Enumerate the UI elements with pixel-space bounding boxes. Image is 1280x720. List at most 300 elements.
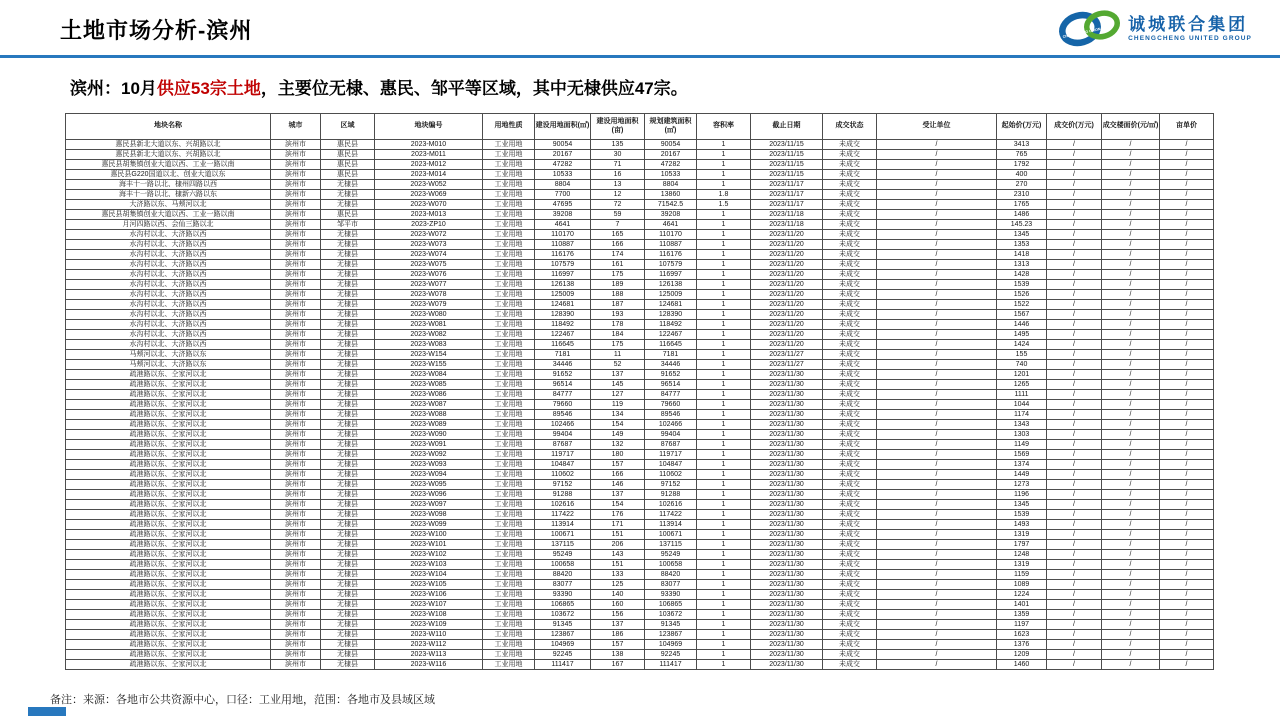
table-cell: 87687	[645, 440, 697, 450]
table-cell: 2023/11/30	[751, 410, 823, 420]
table-cell: /	[1102, 270, 1160, 280]
table-cell: /	[1102, 450, 1160, 460]
table-cell: 137	[591, 490, 645, 500]
table-cell: 工业用地	[483, 230, 535, 240]
table-cell: 1	[697, 450, 751, 460]
table-cell: 2023-W072	[375, 230, 483, 240]
table-cell: 1273	[997, 480, 1047, 490]
table-cell: 20167	[535, 150, 591, 160]
table-cell: 176	[591, 510, 645, 520]
table-row	[66, 190, 1214, 200]
table-cell: 2023/11/15	[751, 160, 823, 170]
table-cell: /	[1102, 350, 1160, 360]
table-cell: /	[1047, 630, 1102, 640]
table-cell: /	[877, 380, 997, 390]
table-cell: 未成交	[823, 640, 877, 650]
table-cell: /	[1160, 320, 1214, 330]
table-cell: 未成交	[823, 550, 877, 560]
table-cell: 2023-W103	[375, 560, 483, 570]
table-cell: /	[1160, 170, 1214, 180]
table-cell: 90054	[645, 140, 697, 150]
table-cell: /	[1102, 640, 1160, 650]
table-cell: 水沟村以北、大济路以西	[66, 250, 271, 260]
table-cell: /	[1160, 550, 1214, 560]
title-divider-line	[0, 55, 1280, 58]
corner-accent-bar	[28, 707, 66, 716]
table-cell: 2023-M014	[375, 170, 483, 180]
column-header: 建设用地面积(亩)	[591, 114, 645, 140]
table-cell: 未成交	[823, 530, 877, 540]
table-cell: 2023-W112	[375, 640, 483, 650]
table-cell: 无棣县	[321, 620, 375, 630]
table-cell: 无棣县	[321, 450, 375, 460]
table-cell: 工业用地	[483, 280, 535, 290]
table-cell: 水沟村以北、大济路以西	[66, 300, 271, 310]
table-row	[66, 660, 1214, 670]
table-cell: /	[877, 630, 997, 640]
table-cell: /	[1160, 160, 1214, 170]
table-cell: 未成交	[823, 300, 877, 310]
table-cell: 2023-W106	[375, 590, 483, 600]
table-cell: 2023-W109	[375, 620, 483, 630]
table-cell: 107579	[535, 260, 591, 270]
table-cell: /	[1102, 520, 1160, 530]
table-cell: 无棣县	[321, 540, 375, 550]
table-cell: 1	[697, 320, 751, 330]
table-cell: 滨州市	[271, 170, 321, 180]
table-cell: 2023-W077	[375, 280, 483, 290]
table-cell: 165	[591, 230, 645, 240]
table-cell: /	[877, 440, 997, 450]
table-cell: 2023/11/30	[751, 500, 823, 510]
table-cell: 2023/11/18	[751, 210, 823, 220]
table-cell: 100671	[645, 530, 697, 540]
table-row	[66, 320, 1214, 330]
table-cell: /	[877, 580, 997, 590]
table-cell: 2023-W102	[375, 550, 483, 560]
table-cell: 工业用地	[483, 440, 535, 450]
table-cell: /	[1160, 580, 1214, 590]
table-cell: 工业用地	[483, 490, 535, 500]
table-cell: 工业用地	[483, 630, 535, 640]
table-cell: 1303	[997, 430, 1047, 440]
table-cell: 2023-M010	[375, 140, 483, 150]
table-cell: /	[1047, 280, 1102, 290]
table-cell: 未成交	[823, 570, 877, 580]
table-cell: 146	[591, 480, 645, 490]
table-cell: /	[1047, 350, 1102, 360]
table-cell: 惠民县	[321, 140, 375, 150]
table-cell: 2023/11/20	[751, 260, 823, 270]
table-cell: 1	[697, 210, 751, 220]
table-cell: 7700	[535, 190, 591, 200]
table-cell: 2023-W154	[375, 350, 483, 360]
table-cell: /	[1047, 360, 1102, 370]
table-cell: /	[1160, 360, 1214, 370]
table-cell: /	[877, 410, 997, 420]
table-cell: 1	[697, 430, 751, 440]
table-cell: 未成交	[823, 170, 877, 180]
table-cell: 未成交	[823, 500, 877, 510]
table-cell: 2023-M013	[375, 210, 483, 220]
table-cell: /	[877, 540, 997, 550]
table-cell: 2023-W155	[375, 360, 483, 370]
table-cell: 2023/11/30	[751, 650, 823, 660]
table-cell: 无棣县	[321, 570, 375, 580]
table-cell: /	[1160, 510, 1214, 520]
table-cell: /	[877, 590, 997, 600]
table-row	[66, 400, 1214, 410]
table-cell: 无棣县	[321, 470, 375, 480]
table-cell: /	[877, 170, 997, 180]
table-cell: 1	[697, 380, 751, 390]
table-cell: 154	[591, 420, 645, 430]
table-cell: 无棣县	[321, 400, 375, 410]
table-cell: /	[877, 500, 997, 510]
table-cell: 1	[697, 570, 751, 580]
table-cell: 1319	[997, 560, 1047, 570]
table-row	[66, 610, 1214, 620]
table-cell: /	[1102, 390, 1160, 400]
table-cell: 2023/11/27	[751, 350, 823, 360]
table-cell: 2023-W090	[375, 430, 483, 440]
table-cell: 滨州市	[271, 480, 321, 490]
table-cell: 2023/11/20	[751, 280, 823, 290]
table-cell: 未成交	[823, 310, 877, 320]
table-cell: /	[1102, 220, 1160, 230]
table-cell: 2023/11/20	[751, 290, 823, 300]
table-cell: 工业用地	[483, 450, 535, 460]
table-row	[66, 290, 1214, 300]
table-cell: 189	[591, 280, 645, 290]
table-cell: 193	[591, 310, 645, 320]
table-cell: 89546	[645, 410, 697, 420]
table-cell: 1	[697, 560, 751, 570]
table-cell: 滨州市	[271, 530, 321, 540]
table-cell: 2023/11/30	[751, 480, 823, 490]
table-cell: 111417	[535, 660, 591, 670]
table-cell: 工业用地	[483, 660, 535, 670]
table-cell: 2023-W074	[375, 250, 483, 260]
table-cell: 2023/11/20	[751, 320, 823, 330]
table-cell: 工业用地	[483, 600, 535, 610]
table-cell: 惠民县	[321, 150, 375, 160]
table-cell: 1	[697, 230, 751, 240]
table-cell: 116645	[535, 340, 591, 350]
table-cell: 30	[591, 150, 645, 160]
table-cell: 无棣县	[321, 520, 375, 530]
table-cell: 滨州市	[271, 320, 321, 330]
table-cell: /	[877, 340, 997, 350]
table-cell: 84777	[645, 390, 697, 400]
table-cell: 未成交	[823, 370, 877, 380]
table-cell: /	[1047, 520, 1102, 530]
table-cell: 无棣县	[321, 390, 375, 400]
table-cell: 180	[591, 450, 645, 460]
table-cell: 1424	[997, 340, 1047, 350]
table-cell: /	[1160, 460, 1214, 470]
table-cell: 无棣县	[321, 600, 375, 610]
table-cell: 滨州市	[271, 580, 321, 590]
table-cell: 116645	[645, 340, 697, 350]
table-cell: 滨州市	[271, 620, 321, 630]
logo-ring-text: CHENGCHENG UNION	[1062, 27, 1102, 39]
column-header: 成交楼面价(元/㎡)	[1102, 114, 1160, 140]
table-cell: 工业用地	[483, 470, 535, 480]
table-cell: /	[1160, 270, 1214, 280]
table-cell: 惠民县新北大道以东、兴胡路以北	[66, 150, 271, 160]
table-cell: 95249	[535, 550, 591, 560]
table-cell: /	[877, 570, 997, 580]
table-cell: 2023/11/30	[751, 510, 823, 520]
table-cell: /	[1102, 500, 1160, 510]
table-cell: 155	[997, 350, 1047, 360]
table-cell: 100658	[535, 560, 591, 570]
table-cell: 疏港路以东、仝家河以北	[66, 580, 271, 590]
table-cell: 未成交	[823, 630, 877, 640]
table-cell: /	[1102, 170, 1160, 180]
table-cell: /	[1102, 410, 1160, 420]
table-row	[66, 570, 1214, 580]
table-cell: /	[1102, 430, 1160, 440]
table-cell: /	[1047, 500, 1102, 510]
table-cell: 工业用地	[483, 410, 535, 420]
table-cell: 滨州市	[271, 650, 321, 660]
table-cell: 2023-W073	[375, 240, 483, 250]
table-cell: 1149	[997, 440, 1047, 450]
table-cell: 水沟村以北、大济路以西	[66, 330, 271, 340]
table-cell: 84777	[535, 390, 591, 400]
table-cell: /	[1102, 600, 1160, 610]
table-cell: 151	[591, 560, 645, 570]
table-cell: 工业用地	[483, 140, 535, 150]
table-cell: 1765	[997, 200, 1047, 210]
table-cell: 滨州市	[271, 140, 321, 150]
table-cell: 无棣县	[321, 290, 375, 300]
table-cell: 59	[591, 210, 645, 220]
table-cell: 119717	[535, 450, 591, 460]
table-cell: 1	[697, 370, 751, 380]
table-cell: 104847	[645, 460, 697, 470]
table-cell: /	[877, 250, 997, 260]
table-cell: 128390	[535, 310, 591, 320]
table-cell: 2023-W089	[375, 420, 483, 430]
table-cell: /	[1047, 150, 1102, 160]
table-cell: /	[1160, 410, 1214, 420]
table-cell: 无棣县	[321, 350, 375, 360]
table-cell: 133	[591, 570, 645, 580]
table-cell: /	[1160, 420, 1214, 430]
table-row	[66, 520, 1214, 530]
table-cell: /	[877, 180, 997, 190]
table-cell: 疏港路以东、仝家河以北	[66, 640, 271, 650]
table-cell: 滨州市	[271, 150, 321, 160]
table-row	[66, 530, 1214, 540]
table-cell: /	[1102, 190, 1160, 200]
table-cell: 工业用地	[483, 510, 535, 520]
table-cell: 97152	[645, 480, 697, 490]
table-cell: 未成交	[823, 460, 877, 470]
table-row	[66, 620, 1214, 630]
table-cell: 2023-W079	[375, 300, 483, 310]
table-cell: 1	[697, 510, 751, 520]
table-cell: /	[1047, 400, 1102, 410]
table-cell: 疏港路以东、仝家河以北	[66, 420, 271, 430]
table-cell: /	[877, 150, 997, 160]
table-cell: 1446	[997, 320, 1047, 330]
table-cell: /	[1160, 300, 1214, 310]
table-cell: 110602	[535, 470, 591, 480]
table-cell: /	[877, 350, 997, 360]
table-cell: 1567	[997, 310, 1047, 320]
table-row	[66, 370, 1214, 380]
table-cell: 137115	[645, 540, 697, 550]
table-cell: /	[1047, 320, 1102, 330]
table-cell: 水沟村以北、大济路以西	[66, 290, 271, 300]
table-cell: /	[1160, 530, 1214, 540]
table-cell: 100658	[645, 560, 697, 570]
table-cell: 79660	[645, 400, 697, 410]
table-cell: 2023-W101	[375, 540, 483, 550]
table-cell: 疏港路以东、仝家河以北	[66, 460, 271, 470]
table-cell: 137115	[535, 540, 591, 550]
table-cell: /	[1047, 450, 1102, 460]
table-cell: /	[1160, 390, 1214, 400]
table-cell: 13	[591, 180, 645, 190]
table-cell: 2310	[997, 190, 1047, 200]
table-cell: 7181	[535, 350, 591, 360]
table-cell: 1313	[997, 260, 1047, 270]
table-cell: 118492	[535, 320, 591, 330]
table-cell: 未成交	[823, 450, 877, 460]
table-cell: 1460	[997, 660, 1047, 670]
table-cell: 104847	[535, 460, 591, 470]
table-cell: /	[1102, 280, 1160, 290]
table-cell: 疏港路以东、仝家河以北	[66, 480, 271, 490]
table-cell: 滨州市	[271, 180, 321, 190]
table-cell: 滨州市	[271, 500, 321, 510]
table-cell: 2023-W105	[375, 580, 483, 590]
table-cell: 1	[697, 660, 751, 670]
table-cell: 滨州市	[271, 380, 321, 390]
table-cell: 2023/11/17	[751, 190, 823, 200]
table-cell: 2023/11/30	[751, 610, 823, 620]
table-cell: /	[1102, 330, 1160, 340]
table-cell: 1	[697, 490, 751, 500]
table-cell: 惠民县胡集镇创业大道以西、工业一路以南	[66, 210, 271, 220]
table-cell: 2023-W108	[375, 610, 483, 620]
table-cell: 1248	[997, 550, 1047, 560]
table-cell: 工业用地	[483, 520, 535, 530]
table-cell: 未成交	[823, 250, 877, 260]
table-cell: 无棣县	[321, 270, 375, 280]
table-cell: /	[1047, 380, 1102, 390]
table-cell: 月河四路以西、会仙三路以北	[66, 220, 271, 230]
table-cell: 疏港路以东、仝家河以北	[66, 500, 271, 510]
table-cell: 惠民县	[321, 210, 375, 220]
table-cell: 滨州市	[271, 250, 321, 260]
table-cell: /	[1160, 500, 1214, 510]
table-cell: /	[877, 220, 997, 230]
table-cell: /	[1047, 200, 1102, 210]
table-cell: 1	[697, 390, 751, 400]
table-cell: 2023-W086	[375, 390, 483, 400]
table-cell: /	[1047, 210, 1102, 220]
table-cell: 2023/11/30	[751, 570, 823, 580]
table-cell: 2023/11/20	[751, 340, 823, 350]
table-cell: 2023/11/30	[751, 490, 823, 500]
table-cell: /	[1047, 430, 1102, 440]
table-cell: 疏港路以东、仝家河以北	[66, 390, 271, 400]
table-cell: 2023/11/30	[751, 640, 823, 650]
table-cell: 水沟村以北、大济路以西	[66, 280, 271, 290]
table-cell: 无棣县	[321, 510, 375, 520]
table-cell: 4641	[645, 220, 697, 230]
table-cell: 34446	[535, 360, 591, 370]
table-cell: 1	[697, 140, 751, 150]
table-cell: 工业用地	[483, 270, 535, 280]
table-cell: 91288	[535, 490, 591, 500]
table-row	[66, 460, 1214, 470]
table-cell: 99404	[645, 430, 697, 440]
table-cell: 145.23	[997, 220, 1047, 230]
table-row	[66, 560, 1214, 570]
table-cell: /	[1047, 390, 1102, 400]
table-cell: 2023-W082	[375, 330, 483, 340]
table-cell: 156	[591, 610, 645, 620]
table-cell: 2023-W100	[375, 530, 483, 540]
table-cell: 52	[591, 360, 645, 370]
table-cell: 2023-W081	[375, 320, 483, 330]
table-cell: 1	[697, 580, 751, 590]
table-cell: 未成交	[823, 380, 877, 390]
table-cell: 1	[697, 220, 751, 230]
table-cell: 2023-W110	[375, 630, 483, 640]
table-cell: 91652	[645, 370, 697, 380]
table-cell: 工业用地	[483, 650, 535, 660]
table-cell: 2023/11/30	[751, 620, 823, 630]
table-cell: 160	[591, 600, 645, 610]
table-cell: /	[1047, 370, 1102, 380]
table-cell: 1	[697, 530, 751, 540]
table-cell: 116176	[645, 250, 697, 260]
table-cell: 无棣县	[321, 370, 375, 380]
table-cell: 145	[591, 380, 645, 390]
column-header: 成交状态	[823, 114, 877, 140]
table-cell: 2023-W113	[375, 650, 483, 660]
table-row	[66, 220, 1214, 230]
table-cell: 47695	[535, 200, 591, 210]
table-cell: 1159	[997, 570, 1047, 580]
table-cell: /	[1102, 380, 1160, 390]
table-cell: 110887	[535, 240, 591, 250]
table-row	[66, 270, 1214, 280]
table-cell: /	[877, 230, 997, 240]
table-cell: 滨州市	[271, 280, 321, 290]
table-cell: 未成交	[823, 600, 877, 610]
table-cell: /	[877, 560, 997, 570]
table-cell: 工业用地	[483, 190, 535, 200]
table-cell: 疏港路以东、仝家河以北	[66, 490, 271, 500]
table-cell: 1376	[997, 640, 1047, 650]
table-cell: /	[1102, 470, 1160, 480]
table-cell: /	[1047, 260, 1102, 270]
table-cell: 118492	[645, 320, 697, 330]
table-cell: 116997	[645, 270, 697, 280]
table-cell: /	[877, 240, 997, 250]
table-row	[66, 310, 1214, 320]
table-cell: 107579	[645, 260, 697, 270]
